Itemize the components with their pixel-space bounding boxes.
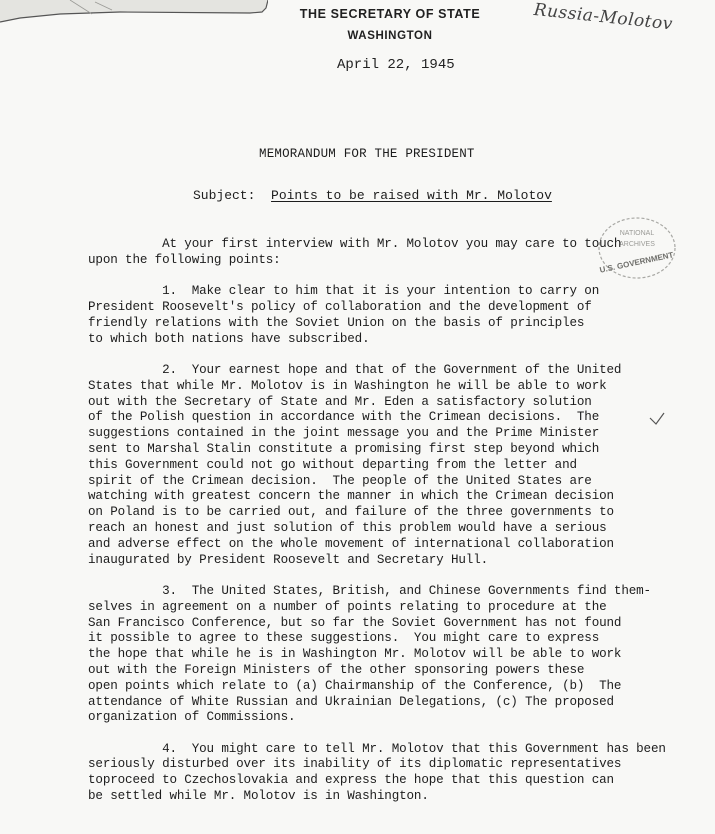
- memo-body: [88, 237, 666, 820]
- paragraph-point-1: 1. Make clear to him that it is your intention to carry on President Roosevelt's policy of collaboration and the development of friendly relations with the Soviet Union on the basis of principles to which both nations have subscribed.: [88, 284, 600, 346]
- paragraph-point-2: 2. Your earnest hope and that of the Government of the United States that while Mr. Molotov is in Washington he will be able to work out with the Secretary of State and Mr. Eden a satisfactory solution of the Polish question in accordance with the Crimean decisions. The suggestions contained in the joint message you and the Prime Minister sent to Marshal Stalin constitute a promising first step beyond which this Government could not go without departing from the letter and spirit of the Crimean decision. The people of the United States are watching with greatest concern the manner in which the Crimean decision on Poland is to be carried out, and failure of the three governments to reach an honest and just solution of this problem would have a serious and adverse effect on the whole movement of international collaboration inaugurated by President Roosevelt and Secretary Hull.: [88, 362, 622, 567]
- subject-label: Subject:: [193, 188, 256, 203]
- handwritten-annotation: Russia-Molotov: [532, 0, 674, 35]
- memo-date: April 22, 1945: [337, 57, 455, 73]
- paragraph-intro: At your first interview with Mr. Molotov you may care to touch upon the following points:: [88, 237, 622, 267]
- subject-value: Points to be raised with Mr. Molotov: [271, 188, 552, 203]
- letterhead-title: THE SECRETARY OF STATE: [299, 7, 481, 21]
- letterhead-location: WASHINGTON: [347, 30, 433, 42]
- memo-subject: [193, 188, 552, 203]
- stamp-text-2: ARCHIVES: [619, 241, 655, 248]
- margin-check-mark: [648, 410, 666, 428]
- torn-corner-graphic: [0, 0, 268, 32]
- paragraph-point-4: 4. You might care to tell Mr. Molotov that this Government has been seriously disturbed over its inability of its diplomatic representatives toproceed to Czechoslovakia and express the hope that this question can be settled while Mr. Molotov is in Washington.: [88, 741, 666, 804]
- stamp-text-3: U.S. GOVERNMENT: [598, 250, 675, 275]
- paragraph-point-3: 3. The United States, British, and Chinese Governments find them- selves in agreement on a number of points relating to procedure at the San Francisco Conference, but so far the Soviet Government has not found it possible to agree to these suggestions. You might care to express the hope that while he is in Washington Mr. Molotov will be able to work out with the Foreign Ministers of the other sponsoring powers these open points which relate to (a) Chairmanship of the Conference, (b) The attendance of White Russian and Ukrainian Delegations, (c) The proposed organization of Commissions.: [88, 583, 651, 725]
- stamp-text-1: NATIONAL: [619, 230, 655, 237]
- memo-title: MEMORANDUM FOR THE PRESIDENT: [259, 147, 475, 161]
